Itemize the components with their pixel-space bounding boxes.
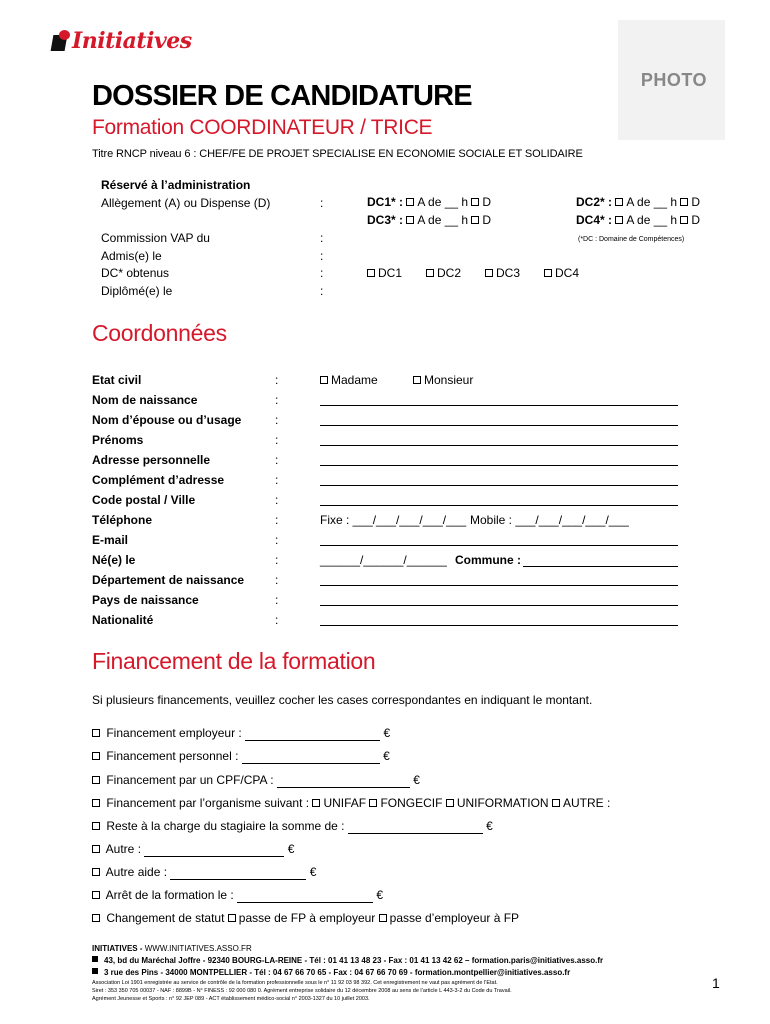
field-colon: :	[275, 513, 279, 527]
admin-heading: Réservé à l’administration	[101, 178, 251, 192]
fin-autre-aide-input[interactable]	[170, 865, 306, 880]
autre-org-checkbox[interactable]	[552, 799, 560, 807]
dc1-label: DC1* :	[367, 195, 404, 209]
dc3-d-label: D	[482, 213, 492, 227]
field-input-line[interactable]	[320, 465, 678, 466]
civil-options	[320, 373, 378, 387]
allegement-colon: :	[320, 196, 324, 210]
footer-addr2: 3 rue des Pins - 34000 MONTPELLIER - Tél : 04 67 66 70 65 - Fax : 04 67 66 70 69 - formation.montpellier@initiatives.asso.fr	[104, 968, 571, 977]
field-label: Né(e) le	[92, 553, 136, 567]
dc3-d-checkbox[interactable]	[471, 216, 479, 224]
employeur-fp-label: passe d’employeur à FP	[389, 911, 520, 925]
field-label: Etat civil	[92, 373, 142, 387]
footer-addr1: 43, bd du Maréchal Joffre - 92340 BOURG-LA-REINE - Tél : 01 41 13 48 23 - Fax : 01 41 13 42 62 – formation.paris@initiatives.asso.fr	[104, 956, 604, 965]
dc1-d-label: D	[482, 195, 492, 209]
fin-autre-label: Autre :	[105, 842, 142, 856]
fin-arret-input[interactable]	[237, 888, 373, 903]
madame-checkbox[interactable]	[320, 376, 328, 384]
field-label: Nom de naissance	[92, 393, 198, 407]
dc-obtenu-4-label: DC4	[555, 266, 580, 280]
fin-arret-label: Arrêt de la formation le :	[105, 888, 234, 902]
field-colon: :	[275, 573, 279, 587]
fin-autre-input[interactable]	[144, 842, 284, 857]
field-colon: :	[275, 413, 279, 427]
field-label: Prénoms	[92, 433, 144, 447]
dc4-d-checkbox[interactable]	[680, 216, 688, 224]
footer-legal2: Siret : 353 350 705 00037 - NAF : 8899B - N° FINESS : 92 000 080 0. Agrément entreprise solidaire du 12 décembre 2008 au sens de l’article L 443-3-2 du Code du Travail.	[92, 988, 512, 994]
fin-organisme-label: Financement par l’organisme suivant :	[106, 796, 310, 810]
field-input-line[interactable]	[320, 605, 678, 606]
commission-label: Commission VAP du	[101, 231, 210, 245]
commune-label: Commune :	[455, 553, 521, 567]
dc2-a-checkbox[interactable]	[615, 198, 623, 206]
footer-org	[92, 944, 252, 953]
dc-obtenu-2	[426, 266, 461, 280]
field-label: Pays de naissance	[92, 593, 199, 607]
fongecif-checkbox[interactable]	[369, 799, 377, 807]
square-bullet-icon	[92, 968, 98, 974]
field-label: Complément d’adresse	[92, 473, 225, 487]
commission-colon: :	[320, 231, 324, 245]
dc2-label: DC2* :	[576, 195, 613, 209]
rncp-title: Titre RNCP niveau 6 : CHEF/FE DE PROJET SPECIALISE EN ECONOMIE SOCIALE ET SOLIDAIRE	[92, 148, 583, 160]
employeur-fp-checkbox[interactable]	[379, 914, 387, 922]
phone-mobile[interactable]: Mobile : ___/___/___/___/___	[470, 513, 629, 527]
field-input-line[interactable]	[320, 485, 678, 486]
fin-employeur-input[interactable]	[245, 726, 380, 741]
fin-cpf-input[interactable]	[277, 773, 410, 788]
dc-obtenu-3-label: DC3	[496, 266, 521, 280]
fin-arret-row	[92, 888, 383, 903]
fin-changement-label: Changement de statut	[106, 911, 225, 925]
fin-employeur-label: Financement employeur :	[106, 726, 242, 740]
dc3-label: DC3* :	[367, 213, 404, 227]
dc4-a-checkbox[interactable]	[615, 216, 623, 224]
field-label: E-mail	[92, 533, 129, 547]
admis-colon: :	[320, 249, 324, 263]
fin-cpf-label: Financement par un CPF/CPA :	[106, 773, 274, 787]
fin-employeur-row	[92, 726, 390, 741]
dc1-a-checkbox[interactable]	[406, 198, 414, 206]
field-colon: :	[275, 453, 279, 467]
unifaf-label: UNIFAF	[323, 796, 367, 810]
dc-obtenus-label: DC* obtenus	[101, 266, 170, 280]
fin-reste-row	[92, 819, 493, 834]
unifaf-checkbox[interactable]	[312, 799, 320, 807]
field-colon: :	[275, 493, 279, 507]
fongecif-label: FONGECIF	[380, 796, 443, 810]
fin-arret-checkbox[interactable]	[92, 891, 100, 899]
dc4-row	[576, 213, 700, 227]
fin-cpf-checkbox[interactable]	[92, 776, 100, 784]
field-colon: :	[275, 433, 279, 447]
fin-autre-checkbox[interactable]	[92, 845, 100, 853]
financement-intro: Si plusieurs financements, veuillez cocher les cases correspondantes en indiquant le montant.	[92, 693, 593, 707]
field-colon: :	[275, 593, 279, 607]
diplome-colon: :	[320, 284, 324, 298]
photo-box[interactable]	[618, 20, 725, 140]
logo-mark-icon	[52, 30, 70, 52]
footer-legal3: Agrément Jeunesse et Sports : n° 92 JEP 089 - ACT établissement médico-social n° 2003-1327 du 10 juillet 2003.	[92, 996, 370, 1002]
page-subtitle: Formation COORDINATEUR / TRICE	[92, 116, 433, 139]
fin-employeur-checkbox[interactable]	[92, 729, 100, 737]
dc-obtenus-options	[367, 266, 402, 280]
page-number: 1	[712, 975, 720, 991]
euro-sign: €	[376, 888, 384, 902]
fin-reste-checkbox[interactable]	[92, 822, 100, 830]
autre-org-label: AUTRE :	[562, 796, 611, 810]
footer-url[interactable]: WWW.INITIATIVES.ASSO.FR	[144, 944, 252, 953]
fp-employeur-checkbox[interactable]	[228, 914, 236, 922]
euro-sign: €	[383, 749, 390, 763]
dc1-d-checkbox[interactable]	[471, 198, 479, 206]
footer-legal1: Association Loi 1901 enregistrée au service de contrôle de la formation professionnelle sous le n° 11 92 03 98 392. Cet enregistrement ne vaut pas agrément de l’Etat.	[92, 980, 498, 986]
dc-obtenu-4-checkbox[interactable]	[544, 269, 552, 277]
field-label: Adresse personnelle	[92, 453, 211, 467]
dc3-row	[367, 213, 491, 227]
phone-fixe[interactable]: Fixe : ___/___/___/___/___	[320, 513, 467, 527]
dc2-row	[576, 195, 700, 209]
dc4-label: DC4* :	[576, 213, 613, 227]
birth-date-field[interactable]: ______/______/______	[320, 553, 447, 567]
euro-sign: €	[413, 773, 420, 787]
initiatives-logo	[52, 28, 192, 54]
fin-cpf-row	[92, 773, 420, 788]
field-input-line[interactable]	[320, 445, 678, 446]
field-label: Nationalité	[92, 613, 154, 627]
dc-obtenu-3	[485, 266, 520, 280]
dc-obtenu-1-label: DC1	[378, 266, 403, 280]
field-label: Nom d’épouse ou d’usage	[92, 413, 242, 427]
monsieur-checkbox[interactable]	[413, 376, 421, 384]
field-input-line[interactable]	[320, 585, 678, 586]
fin-autre-aide-checkbox[interactable]	[92, 868, 100, 876]
dc-obtenu-3-checkbox[interactable]	[485, 269, 493, 277]
page-title: DOSSIER DE CANDIDATURE	[92, 80, 472, 112]
field-input-line[interactable]	[320, 625, 678, 626]
euro-sign: €	[486, 819, 493, 833]
dc2-d-label: D	[691, 195, 701, 209]
dc2-d-checkbox[interactable]	[680, 198, 688, 206]
fp-employeur-label: passe de FP à employeur	[238, 911, 376, 925]
field-colon: :	[275, 373, 279, 387]
field-colon: :	[275, 393, 279, 407]
field-input-line[interactable]	[320, 545, 678, 546]
commune-input[interactable]	[523, 566, 678, 567]
madame-label: Madame	[331, 373, 378, 387]
photo-label: PHOTO	[640, 70, 707, 90]
field-input-line[interactable]	[320, 405, 678, 406]
footer-org-name: INITIATIVES -	[92, 944, 145, 953]
field-colon: :	[275, 613, 279, 627]
euro-sign: €	[287, 842, 295, 856]
coordonnees-heading: Coordonnées	[92, 320, 227, 346]
fin-reste-label: Reste à la charge du stagiaire la somme de :	[106, 819, 345, 833]
euro-sign: €	[383, 726, 391, 740]
dc1-a-label: A de __ h	[417, 195, 469, 209]
monsieur-label: Monsieur	[424, 373, 474, 387]
uniformation-checkbox[interactable]	[446, 799, 454, 807]
field-input-line[interactable]	[320, 425, 678, 426]
euro-sign: €	[309, 865, 317, 879]
field-input-line[interactable]	[320, 505, 678, 506]
dc-obtenu-4	[544, 266, 579, 280]
field-colon: :	[275, 473, 279, 487]
dc2-a-label: A de __ h	[626, 195, 678, 209]
fin-changement-row	[92, 911, 519, 925]
footer-address-montpellier	[92, 968, 570, 977]
logo-text: Initiatives	[72, 28, 192, 54]
field-colon: :	[275, 533, 279, 547]
fin-autre-row	[92, 842, 294, 857]
fin-organisme-row	[92, 796, 610, 810]
fin-reste-input[interactable]	[348, 819, 483, 834]
fin-autre-aide-label: Autre aide :	[105, 865, 168, 879]
fin-personnel-checkbox[interactable]	[92, 752, 100, 760]
fin-personnel-input[interactable]	[242, 749, 380, 764]
footer-address-paris	[92, 956, 603, 965]
admis-label: Admis(e) le	[101, 249, 162, 263]
civil-option-monsieur	[413, 373, 473, 387]
fin-changement-checkbox[interactable]	[92, 914, 100, 922]
dc-obtenu-2-checkbox[interactable]	[426, 269, 434, 277]
allegement-label: Allègement (A) ou Dispense (D)	[101, 196, 271, 210]
dc-obtenu-2-label: DC2	[437, 266, 462, 280]
dc-note: (*DC : Domaine de Compétences)	[578, 236, 685, 243]
dc3-a-label: A de __ h	[417, 213, 469, 227]
dc-obtenu-1-checkbox[interactable]	[367, 269, 375, 277]
dc3-a-checkbox[interactable]	[406, 216, 414, 224]
uniformation-label: UNIFORMATION	[456, 796, 549, 810]
field-label: Code postal / Ville	[92, 493, 196, 507]
diplome-label: Diplômé(e) le	[101, 284, 173, 298]
field-label: Téléphone	[92, 513, 153, 527]
dc-obtenus-colon: :	[320, 266, 324, 280]
square-bullet-icon	[92, 956, 98, 962]
dc1-row	[367, 195, 491, 209]
dc4-a-label: A de __ h	[626, 213, 678, 227]
financement-heading: Financement de la formation	[92, 648, 376, 674]
field-label: Département de naissance	[92, 573, 245, 587]
field-colon: :	[275, 553, 279, 567]
fin-personnel-label: Financement personnel :	[106, 749, 239, 763]
fin-organisme-checkbox[interactable]	[92, 799, 100, 807]
dc4-d-label: D	[691, 213, 701, 227]
fin-autre-aide-row	[92, 865, 316, 880]
fin-personnel-row	[92, 749, 390, 764]
